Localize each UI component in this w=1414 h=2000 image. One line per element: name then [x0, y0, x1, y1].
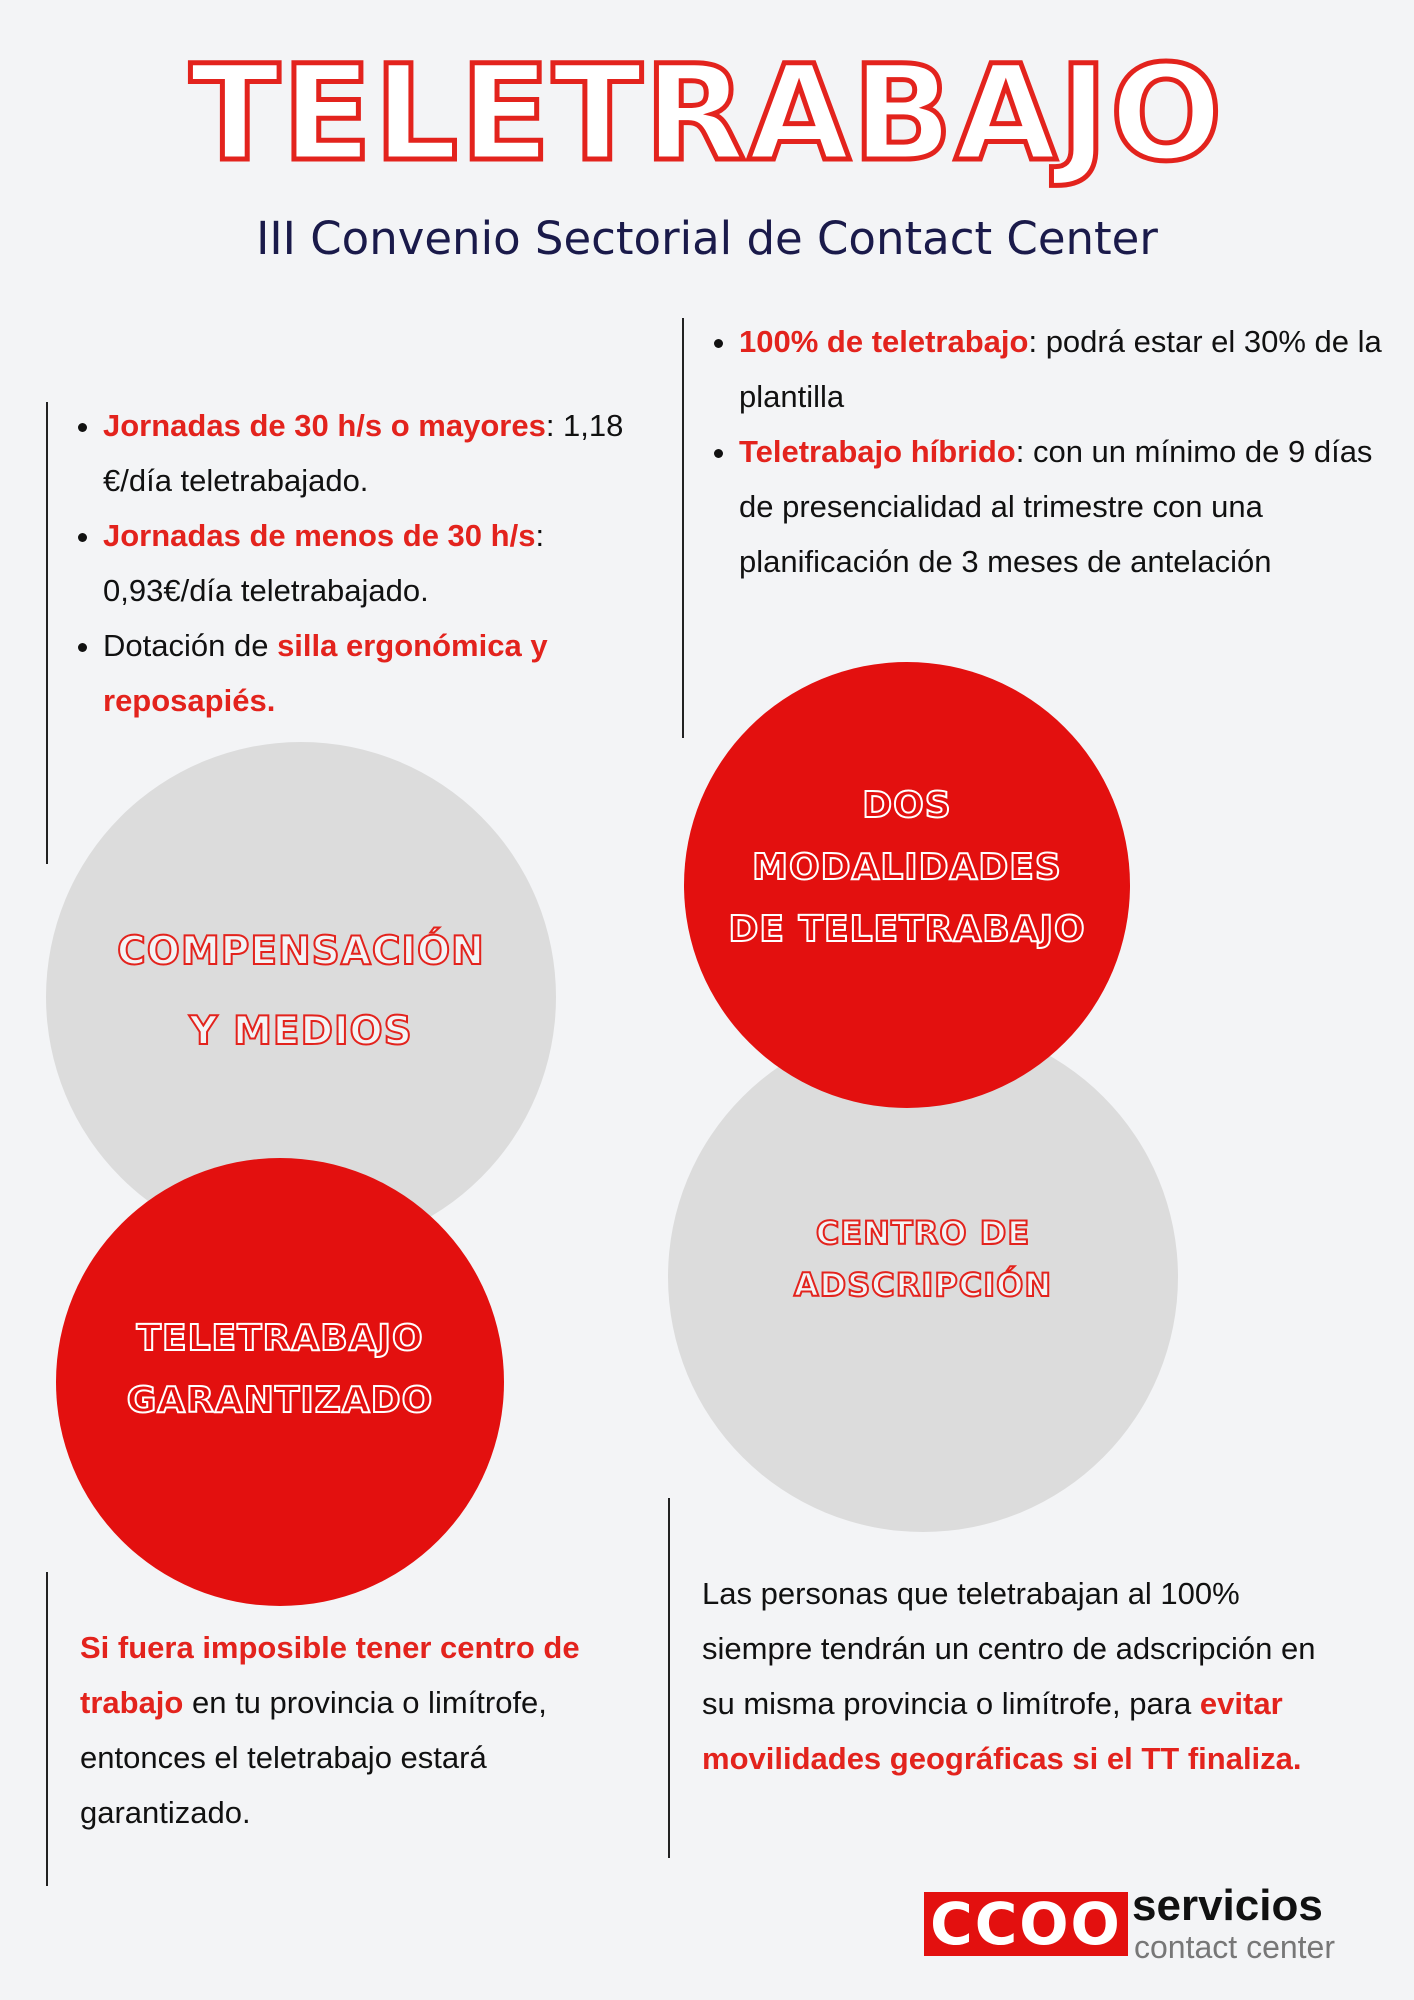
- modalities-list: [684, 314, 1394, 589]
- list-item: • Teletrabajo híbrido: con un mínimo de 9 días de presencialidad al trimestre con una planificación de 3 meses de antelación: [739, 424, 1394, 589]
- assignment-text: Las personas que teletrabajan al 100% siempre tendrán un centro de adscripción en su misma provincia o limítrofe, para evitar movilidades geográficas si el TT finaliza.: [702, 1576, 1316, 1776]
- list-item: • Jornadas de menos de 30 h/s: 0,93€/día teletrabajado.: [103, 508, 628, 618]
- logo-name: servicios: [1132, 1881, 1323, 1930]
- divider-left-bottom: [46, 1572, 48, 1886]
- page-title: TELETRABAJO: [189, 37, 1225, 191]
- compensation-circle-label: COMPENSACIÓN Y MEDIOS: [117, 929, 485, 1054]
- compensation-list: [48, 398, 628, 728]
- list-item: • Dotación de silla ergonómica y reposapiés.: [103, 618, 628, 728]
- page-subtitle: III Convenio Sectorial de Contact Center: [256, 212, 1158, 265]
- guaranteed-circle-label: TELETRABAJO GARANTIZADO: [126, 1318, 434, 1421]
- list-item: • 100% de teletrabajo: podrá estar el 30% de la plantilla: [739, 314, 1394, 424]
- center-circle-label: CENTRO DE ADSCRIPCIÓN: [793, 1214, 1053, 1304]
- modalities-circle: [684, 662, 1130, 1108]
- logo-subtitle: contact center: [1134, 1929, 1335, 1965]
- divider-center-bottom: [668, 1498, 670, 1858]
- modalities-circle-label: DOS MODALIDADES DE TELETRABAJO: [728, 785, 1086, 950]
- list-item: • Jornadas de 30 h/s o mayores: 1,18 €/día teletrabajado.: [103, 398, 628, 508]
- guaranteed-text: Si fuera imposible tener centro de trabajo en tu provincia o limítrofe, entonces el teletrabajo estará garantizado.: [80, 1630, 580, 1830]
- ccoo-logo: CCOO: [924, 1892, 1128, 1956]
- guaranteed-circle: [56, 1158, 504, 1606]
